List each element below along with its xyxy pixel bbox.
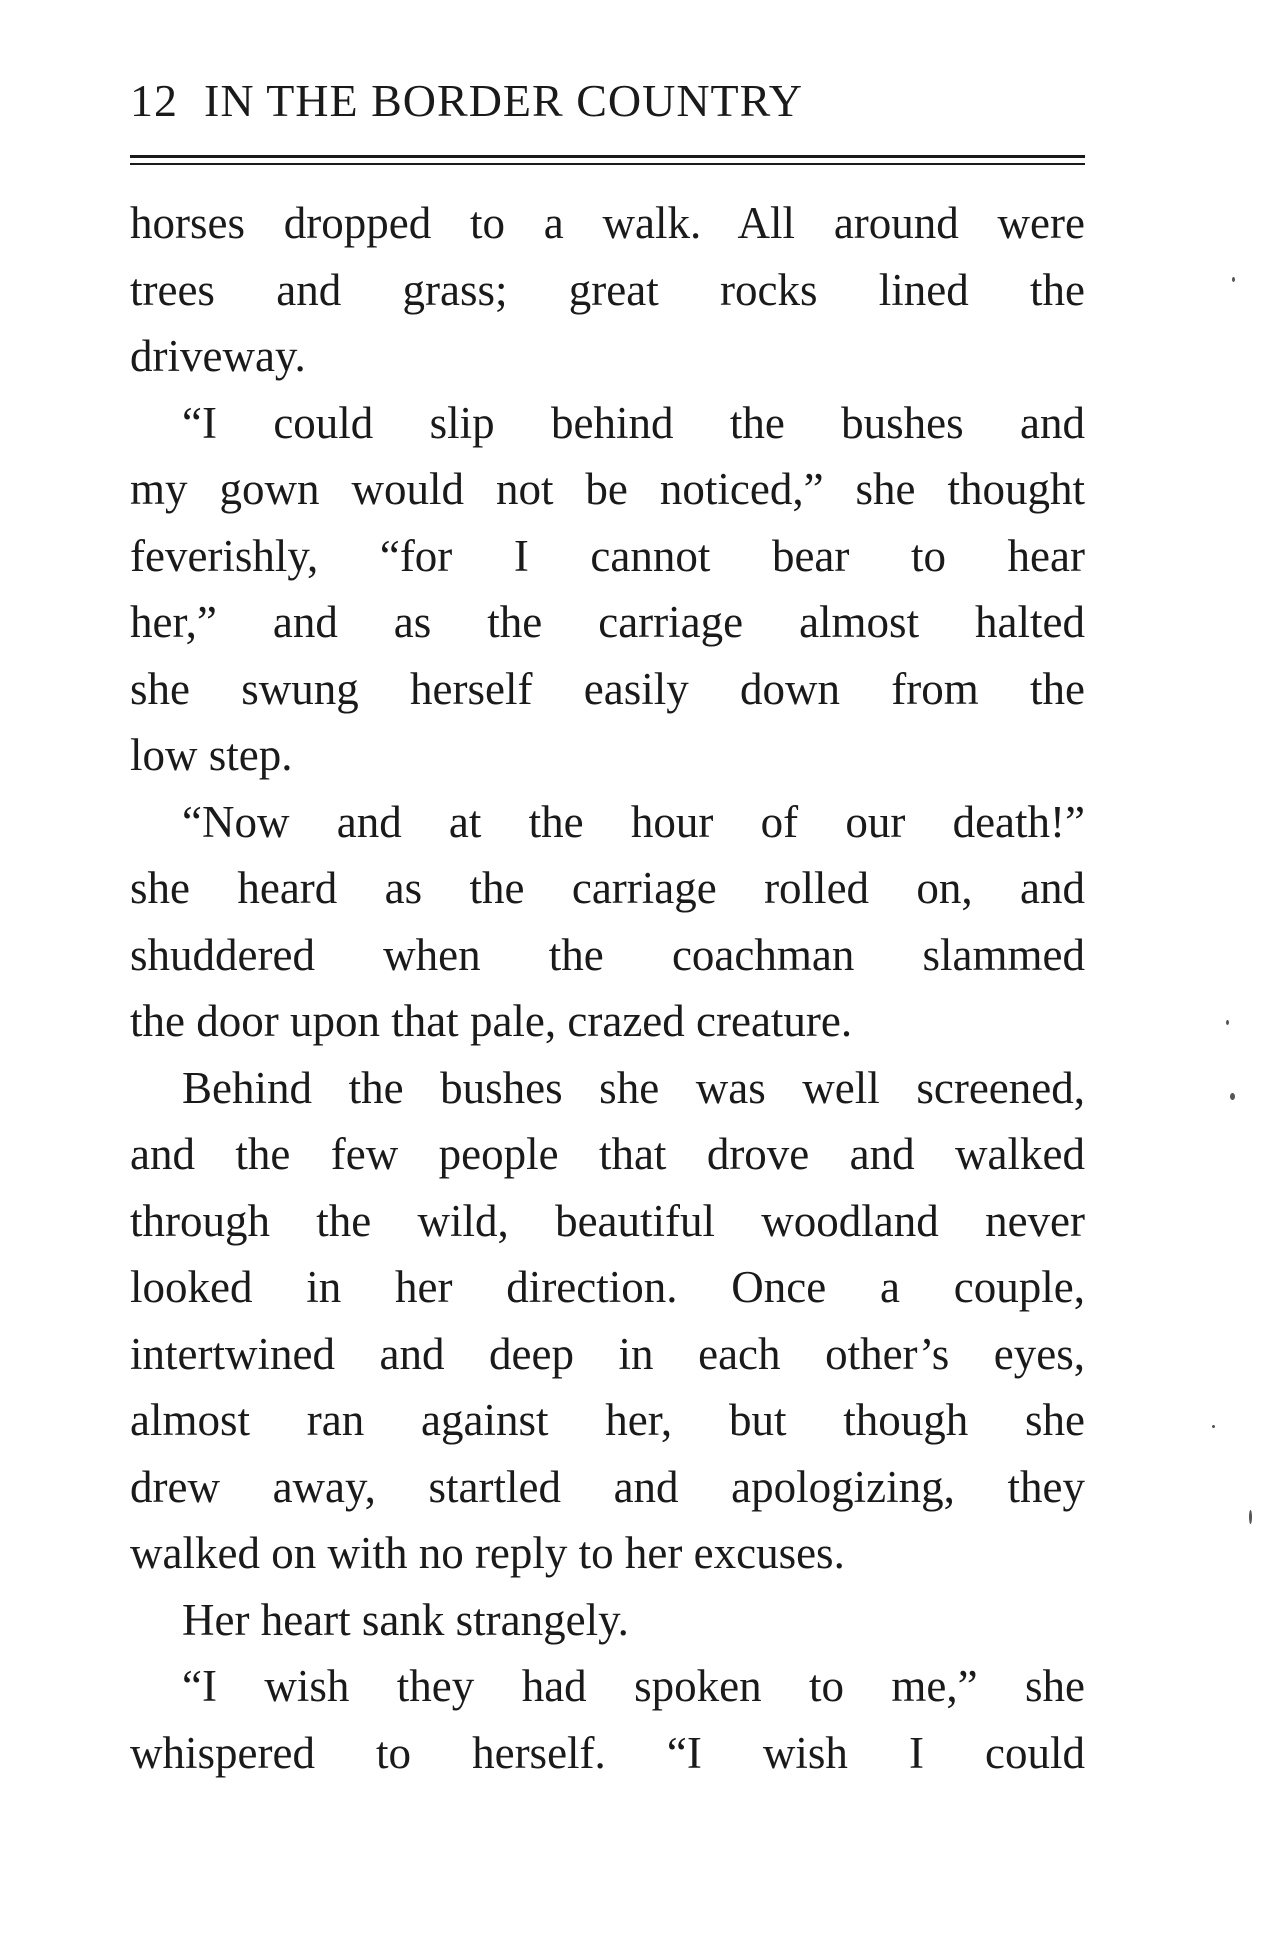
text-line: she swung herself easily down from the	[130, 663, 1085, 714]
speck	[1230, 1093, 1235, 1100]
header-rule-secondary	[130, 163, 1085, 165]
text-line: feverishly, “for I cannot bear to hear	[130, 530, 1085, 581]
text-line: through the wild, beautiful woodland never	[130, 1195, 1085, 1246]
text-line: the door upon that pale, crazed creature.	[130, 996, 853, 1046]
running-head	[130, 74, 1085, 134]
text-line: walked on with no reply to her excuses.	[130, 1528, 845, 1578]
text-line: low step.	[130, 730, 293, 780]
text-line: and the few people that drove and walked	[130, 1129, 1085, 1179]
text-line: driveway.	[130, 331, 306, 381]
text-line: “I wish they had spoken to me,” she	[182, 1661, 1085, 1711]
text-line: Behind the bushes she was well screened,	[182, 1062, 1085, 1113]
text-line: “Now and at the hour of our death!”	[182, 796, 1085, 847]
text-line: looked in her direction. Once a couple,	[130, 1262, 1085, 1312]
speck	[1249, 1510, 1252, 1524]
speck	[1212, 1425, 1215, 1428]
running-title: IN THE BORDER COUNTRY	[204, 75, 804, 126]
text-line: almost ran against her, but though she	[130, 1395, 1085, 1445]
text-line: shuddered when the coachman slammed	[130, 929, 1085, 980]
speck	[1232, 277, 1235, 282]
page-number: 12	[130, 75, 178, 126]
text-line: Her heart sank strangely.	[182, 1594, 629, 1645]
header-rule	[130, 155, 1085, 158]
speck	[1226, 1020, 1229, 1025]
text-line: her,” and as the carriage almost halted	[130, 597, 1085, 647]
text-line: whispered to herself. “I wish I could	[130, 1727, 1085, 1778]
text-line: horses dropped to a walk. All around were	[130, 198, 1085, 248]
text-line: drew away, startled and apologizing, they	[130, 1461, 1085, 1512]
text-line: trees and grass; great rocks lined the	[130, 264, 1085, 315]
text-line: intertwined and deep in each other’s eyes,	[130, 1328, 1085, 1379]
text-line: “I could slip behind the bushes and	[182, 397, 1085, 448]
text-line: she heard as the carriage rolled on, and	[130, 863, 1085, 913]
body-text	[130, 190, 1085, 1786]
text-line: my gown would not be noticed,” she thought	[130, 464, 1085, 514]
